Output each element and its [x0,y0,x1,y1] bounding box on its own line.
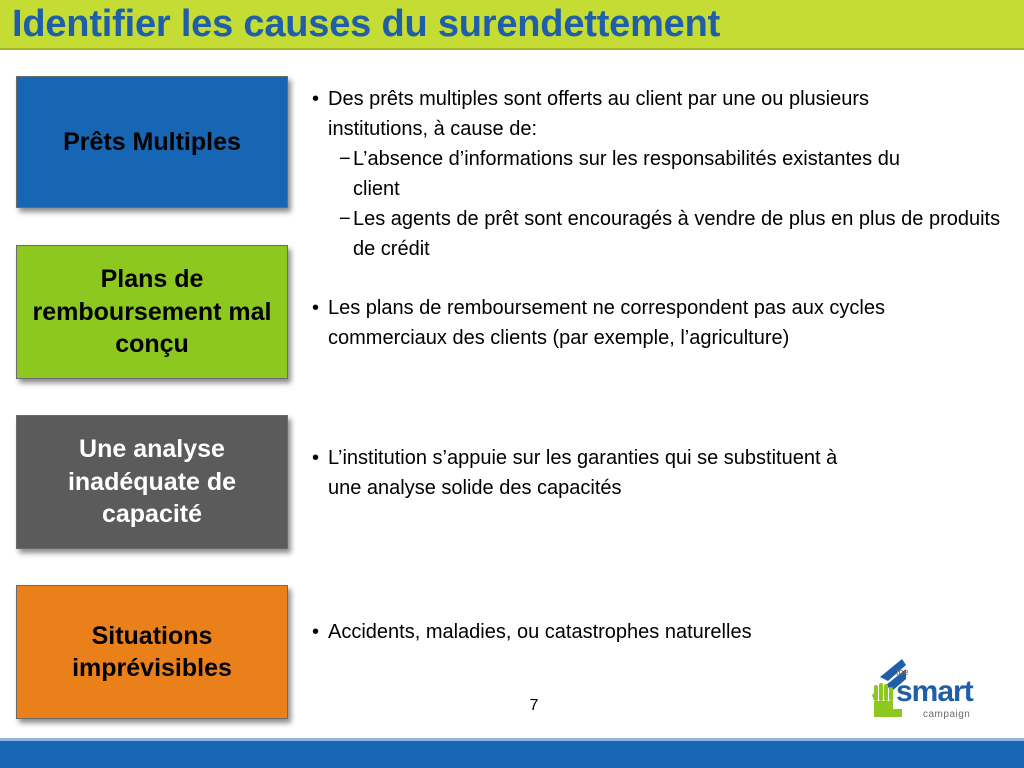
sub-bullet-text: L’absence d’informations sur les responsabilités existantes du client [353,148,900,200]
cause-box-prets-multiples [16,76,288,208]
bullet-item [312,84,1002,144]
cause-label: Plans de remboursement mal conçu [32,265,272,359]
bullet-list-plans-remboursement [312,293,912,353]
cause-box-plans-remboursement [16,245,288,379]
bullet-marker: • [312,88,320,110]
bullet-item [312,617,1012,647]
slide-title: Identifier les causes du surendettement [12,3,721,45]
cause-label: Une analyse inadéquate de capacité [67,435,237,529]
smart-campaign-logo [866,657,978,723]
bullet-list-situations-imprevisibles [312,617,1012,647]
dash-marker: − [339,148,351,170]
sub-bullet-text: Les agents de prêt sont encouragés à vendre de plus en plus de produits de crédit [353,208,1001,260]
bullet-list-prets-multiples [312,84,1002,264]
bullet-text: L’institution s’appuie sur les garanties qui se substituent à une analyse solide des capacités [328,447,838,499]
bullet-item [312,293,912,353]
logo-the: the [896,667,909,677]
cause-label: Situations imprévisibles [72,621,232,682]
cause-box-analyse-capacite [16,415,288,549]
cause-label: Prêts Multiples [63,127,241,156]
sub-bullet-item [312,204,1002,264]
bullet-text: Des prêts multiples sont offerts au client par une ou plusieurs institutions, à cause de: [328,88,870,140]
logo-smart: smart [896,675,973,708]
bullet-marker: • [312,447,320,469]
footer-bar [0,738,1024,768]
bullet-text: Les plans de remboursement ne correspondent pas aux cycles commerciaux des clients (par exemple, l’agriculture) [328,297,885,349]
cause-box-situations-imprevisibles [16,585,288,719]
bullet-list-analyse-capacite [312,443,872,503]
bullet-marker: • [312,297,320,319]
title-bar [0,0,1024,50]
bullet-text: Accidents, maladies, ou catastrophes naturelles [328,621,752,643]
page-number: 7 [529,697,539,714]
sub-bullet-item [312,144,1002,204]
dash-marker: − [339,208,351,230]
bullet-item [312,443,872,503]
bullet-marker: • [312,621,320,643]
logo-campaign: campaign [923,709,971,720]
